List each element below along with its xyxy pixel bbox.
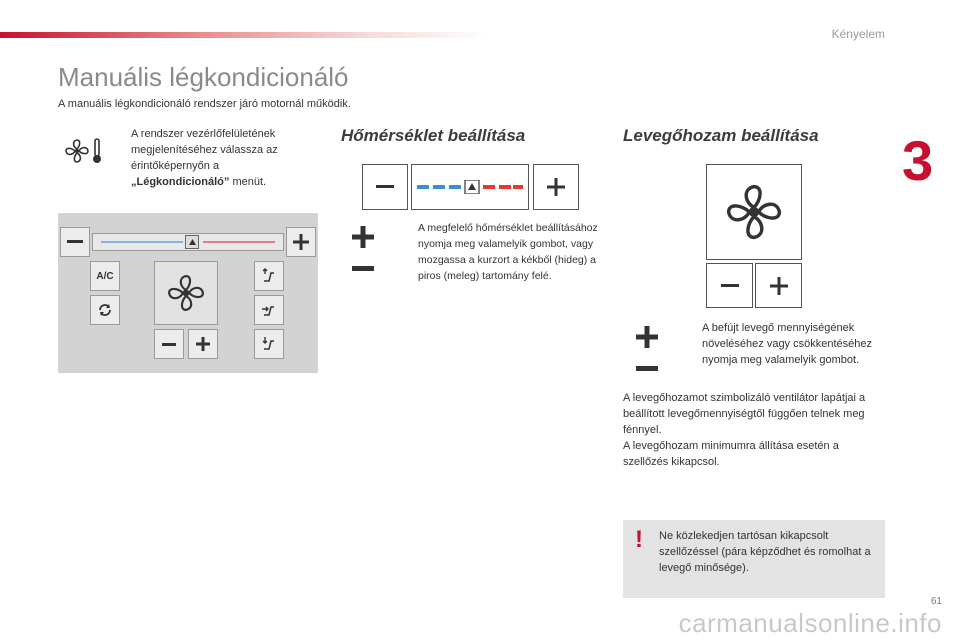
warning-icon: ! bbox=[635, 526, 643, 553]
ac-button-label: A/C bbox=[96, 270, 114, 282]
temperature-instruction bbox=[398, 220, 604, 284]
intro-text-after: menüt. bbox=[229, 176, 267, 188]
temperature-heading: Hőmérséklet beállítása bbox=[341, 126, 526, 145]
airflow-minus-button[interactable] bbox=[706, 263, 753, 308]
plus-icon bbox=[770, 277, 788, 295]
temp-minus-button[interactable] bbox=[362, 164, 408, 210]
section-title: Kényelem bbox=[831, 27, 885, 41]
slider-warm-range bbox=[203, 241, 275, 243]
recirculation-icon bbox=[96, 301, 114, 319]
minus-icon bbox=[721, 284, 739, 288]
plus-icon bbox=[636, 326, 658, 348]
recirculation-button[interactable] bbox=[90, 295, 120, 325]
minus-icon bbox=[162, 343, 176, 346]
temp-plus-button[interactable] bbox=[533, 164, 579, 210]
vent-face-button[interactable] bbox=[254, 295, 284, 325]
airflow-paragraph-2: A levegőhozam minimumra állítása esetén a szellőzés kikapcsol. bbox=[623, 440, 839, 468]
airflow-fan-indicator[interactable] bbox=[706, 164, 802, 260]
temp-slider-track bbox=[415, 180, 525, 194]
page-title: Manuális légkondicionáló bbox=[58, 62, 349, 92]
intro-text-before: A rendszer vezérlőfelületének megjelenítéséhez válassza az érintőképernyőn a bbox=[131, 128, 278, 172]
page-number: 61 bbox=[930, 596, 942, 607]
airflow-heading: Levegőhozam beállítása bbox=[623, 126, 819, 145]
airflow-paragraph-1: A levegőhozamot szimbolizáló ventilátor lapátjai a beállított levegőmennyiségtől függően telnek meg fénnyel. bbox=[623, 392, 866, 436]
climate-icon bbox=[64, 138, 102, 164]
menu-name: „Légkondicionáló” bbox=[131, 176, 230, 188]
chapter-number: 3 bbox=[902, 129, 934, 192]
airflow-instruction-text: A befújt levegő mennyiségének növeléséhez vagy csökkentéséhez nyomja meg valamelyik gombot. bbox=[702, 322, 872, 366]
vent-mid-icon bbox=[260, 301, 278, 319]
plus-icon bbox=[293, 234, 309, 250]
intro-instruction-text bbox=[131, 126, 313, 190]
vent-windscreen-button[interactable] bbox=[254, 261, 284, 291]
airflow-description bbox=[623, 390, 883, 470]
warning-text: Ne közlekedjen tartósan kikapcsolt szellőzéssel (pára képződhet és romolhat a levegő minősége). bbox=[659, 530, 871, 574]
fan-icon bbox=[64, 138, 90, 164]
temp-slider[interactable] bbox=[411, 164, 529, 210]
page-subtitle: A manuális légkondicionáló rendszer járó motornál működik. bbox=[58, 98, 351, 110]
watermark: carmanualsonline.info bbox=[678, 608, 942, 638]
vent-down-icon bbox=[260, 335, 278, 353]
thermometer-icon bbox=[92, 138, 102, 164]
temperature-instruction-text: A megfelelő hőmérséklet beállításához nyomja meg valamelyik gombot, vagy mozgassa a kurzort a kékből (hideg) a piros (meleg) tartomány felé. bbox=[418, 222, 598, 282]
climate-control-panel bbox=[58, 213, 318, 373]
minus-icon bbox=[352, 266, 374, 271]
minus-icon bbox=[376, 185, 394, 189]
airflow-plus-button[interactable] bbox=[755, 263, 802, 308]
warning-box bbox=[623, 520, 885, 598]
header-accent-bar bbox=[0, 32, 490, 38]
panel-temp-slider[interactable] bbox=[92, 233, 284, 251]
panel-fan-button[interactable] bbox=[154, 261, 218, 325]
vent-feet-button[interactable] bbox=[254, 329, 284, 359]
fan-icon bbox=[166, 273, 206, 313]
panel-temp-minus-button[interactable] bbox=[60, 227, 90, 257]
slider-cursor[interactable] bbox=[185, 235, 199, 249]
airflow-instruction bbox=[682, 320, 882, 368]
panel-fan-minus-button[interactable] bbox=[154, 329, 184, 359]
minus-icon bbox=[67, 240, 83, 244]
vent-up-icon bbox=[260, 267, 278, 285]
fan-icon bbox=[724, 182, 784, 242]
plus-icon bbox=[196, 337, 210, 351]
plus-icon bbox=[352, 226, 374, 248]
intro-instruction bbox=[113, 126, 313, 190]
plus-icon bbox=[547, 178, 565, 196]
ac-button[interactable] bbox=[90, 261, 120, 291]
cursor-up-icon bbox=[189, 239, 196, 245]
minus-icon bbox=[636, 366, 658, 371]
panel-fan-plus-button[interactable] bbox=[188, 329, 218, 359]
panel-temp-plus-button[interactable] bbox=[286, 227, 316, 257]
slider-cold-range bbox=[101, 241, 183, 243]
